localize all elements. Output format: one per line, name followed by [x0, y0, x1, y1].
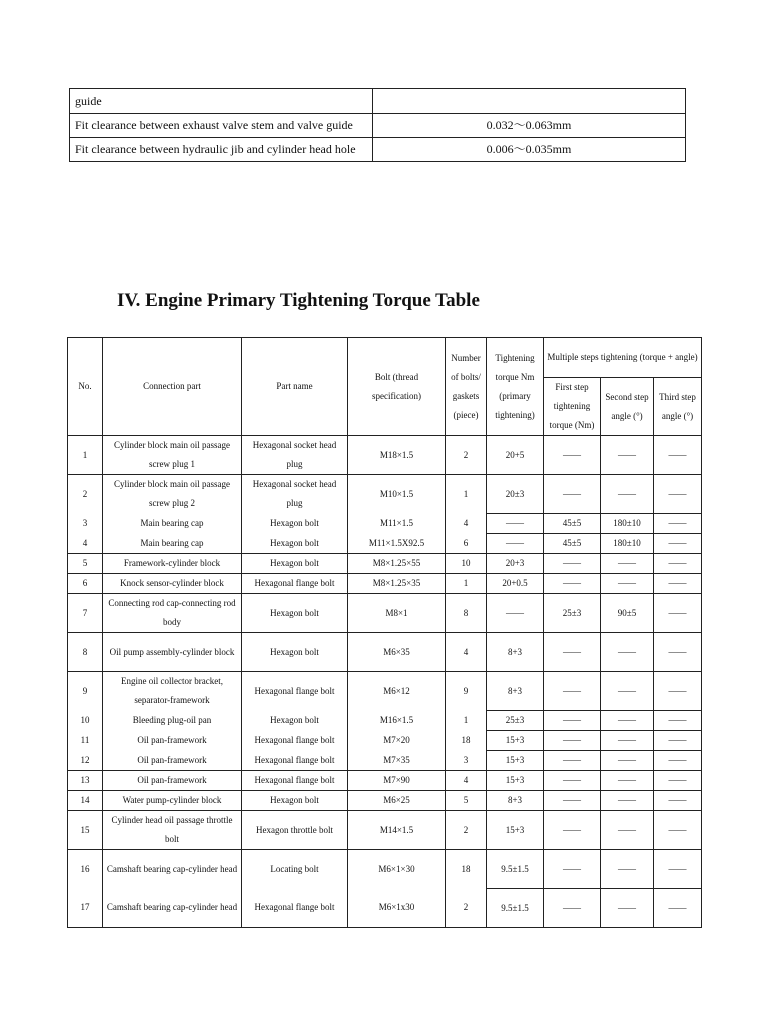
connection-part: Water pump-cylinder block	[103, 791, 242, 811]
bolt-spec: M8×1.25×35	[348, 574, 446, 594]
row-no: 10	[68, 711, 103, 731]
tightening-torque: ——	[487, 514, 544, 534]
clearance-value	[373, 89, 686, 114]
clearance-value: 0.032～0.063mm	[373, 114, 686, 138]
third-step: ——	[654, 594, 702, 633]
first-step: 45±5	[544, 514, 601, 534]
connection-part: Oil pan-framework	[103, 771, 242, 791]
first-step: ——	[544, 731, 601, 751]
connection-part: Camshaft bearing cap-cylinder head	[103, 889, 242, 928]
bolt-count: 8	[446, 594, 487, 633]
bolt-spec: M6×1×30	[348, 850, 446, 889]
part-name: Hexagonal socket head plug	[242, 475, 348, 514]
part-name: Hexagonal flange bolt	[242, 771, 348, 791]
table-row	[68, 811, 702, 850]
second-step: ——	[601, 889, 654, 928]
row-no: 1	[68, 436, 103, 475]
part-name: Hexagonal flange bolt	[242, 889, 348, 928]
third-step: ——	[654, 436, 702, 475]
first-step: 45±5	[544, 534, 601, 554]
tightening-torque: 9.5±1.5	[487, 850, 544, 889]
header-tightening-torque: Tightening torque Nm (primary tightening)	[487, 338, 544, 436]
bolt-count: 4	[446, 633, 487, 672]
bolt-count: 6	[446, 534, 487, 554]
header-multiple-steps: Multiple steps tightening (torque + angle)	[544, 338, 702, 378]
table-row	[68, 672, 702, 711]
tightening-torque: 20+5	[487, 436, 544, 475]
connection-part: Engine oil collector bracket, separator-framework	[103, 672, 242, 711]
third-step: ——	[654, 633, 702, 672]
table-row	[68, 850, 702, 889]
connection-part: Camshaft bearing cap-cylinder head	[103, 850, 242, 889]
table-row	[68, 751, 702, 771]
clearance-rows	[70, 89, 686, 162]
tightening-torque: 15+3	[487, 731, 544, 751]
second-step: 180±10	[601, 514, 654, 534]
third-step: ——	[654, 811, 702, 850]
connection-part: Main bearing cap	[103, 514, 242, 534]
part-name: Hexagon bolt	[242, 633, 348, 672]
first-step: ——	[544, 475, 601, 514]
header-part-name: Part name	[242, 338, 348, 436]
bolt-spec: M14×1.5	[348, 811, 446, 850]
bolt-count: 3	[446, 751, 487, 771]
table-row	[68, 731, 702, 751]
second-step: ——	[601, 850, 654, 889]
clearance-value: 0.006～0.035mm	[373, 138, 686, 162]
row-no: 6	[68, 574, 103, 594]
tightening-torque: 9.5±1.5	[487, 889, 544, 928]
connection-part: Connecting rod cap-connecting rod body	[103, 594, 242, 633]
table-row	[68, 436, 702, 475]
torque-table-body	[68, 436, 702, 928]
second-step: ——	[601, 751, 654, 771]
part-name: Hexagonal flange bolt	[242, 574, 348, 594]
section-heading: IV. Engine Primary Tightening Torque Table	[117, 290, 480, 311]
first-step: ——	[544, 711, 601, 731]
tightening-torque: 25±3	[487, 711, 544, 731]
second-step: ——	[601, 711, 654, 731]
clearance-table	[69, 88, 686, 162]
bolt-spec: M8×1	[348, 594, 446, 633]
bolt-spec: M16×1.5	[348, 711, 446, 731]
tightening-torque: 15+3	[487, 771, 544, 791]
part-name: Hexagon bolt	[242, 711, 348, 731]
second-step: ——	[601, 436, 654, 475]
third-step: ——	[654, 514, 702, 534]
torque-table	[67, 337, 702, 928]
torque-table-header	[68, 338, 702, 436]
bolt-spec: M6×25	[348, 791, 446, 811]
connection-part: Bleeding plug-oil pan	[103, 711, 242, 731]
connection-part: Oil pump assembly-cylinder block	[103, 633, 242, 672]
first-step: ——	[544, 554, 601, 574]
tightening-torque: 15+3	[487, 811, 544, 850]
part-name: Hexagonal flange bolt	[242, 672, 348, 711]
third-step: ——	[654, 771, 702, 791]
bolt-count: 18	[446, 850, 487, 889]
tightening-torque: 20+3	[487, 554, 544, 574]
bolt-spec: M6×35	[348, 633, 446, 672]
second-step: ——	[601, 672, 654, 711]
clearance-label: Fit clearance between exhaust valve stem and valve guide	[70, 114, 373, 138]
connection-part: Cylinder block main oil passage screw plug 1	[103, 436, 242, 475]
third-step: ——	[654, 672, 702, 711]
bolt-spec: M6×1x30	[348, 889, 446, 928]
connection-part: Oil pan-framework	[103, 731, 242, 751]
table-row	[68, 889, 702, 928]
part-name: Hexagon bolt	[242, 534, 348, 554]
third-step: ——	[654, 889, 702, 928]
header-connection-part: Connection part	[103, 338, 242, 436]
third-step: ——	[654, 574, 702, 594]
third-step: ——	[654, 475, 702, 514]
bolt-spec: M7×35	[348, 751, 446, 771]
second-step: 180±10	[601, 534, 654, 554]
clearance-label: Fit clearance between hydraulic jib and cylinder head hole	[70, 138, 373, 162]
table-row	[68, 475, 702, 514]
tightening-torque: ——	[487, 534, 544, 554]
third-step: ——	[654, 791, 702, 811]
table-row	[68, 771, 702, 791]
first-step: ——	[544, 574, 601, 594]
tightening-torque: 8+3	[487, 672, 544, 711]
row-no: 7	[68, 594, 103, 633]
third-step: ——	[654, 751, 702, 771]
second-step: ——	[601, 554, 654, 574]
table-row	[68, 791, 702, 811]
second-step: ——	[601, 633, 654, 672]
table-row	[68, 711, 702, 731]
first-step: ——	[544, 672, 601, 711]
clearance-row	[70, 89, 686, 114]
second-step: ——	[601, 771, 654, 791]
header-second-step: Second step angle (°)	[601, 378, 654, 436]
row-no: 17	[68, 889, 103, 928]
bolt-count: 5	[446, 791, 487, 811]
third-step: ——	[654, 711, 702, 731]
row-no: 13	[68, 771, 103, 791]
connection-part: Main bearing cap	[103, 534, 242, 554]
row-no: 5	[68, 554, 103, 574]
first-step: ——	[544, 889, 601, 928]
first-step: ——	[544, 811, 601, 850]
third-step: ——	[654, 731, 702, 751]
tightening-torque: 8+3	[487, 633, 544, 672]
clearance-row	[70, 138, 686, 162]
table-row	[68, 534, 702, 554]
first-step: 25±3	[544, 594, 601, 633]
first-step: ——	[544, 436, 601, 475]
part-name: Hexagon bolt	[242, 514, 348, 534]
connection-part: Cylinder head oil passage throttle bolt	[103, 811, 242, 850]
third-step: ——	[654, 554, 702, 574]
row-no: 15	[68, 811, 103, 850]
clearance-row	[70, 114, 686, 138]
bolt-count: 2	[446, 811, 487, 850]
connection-part: Framework-cylinder block	[103, 554, 242, 574]
part-name: Hexagon bolt	[242, 554, 348, 574]
bolt-count: 4	[446, 514, 487, 534]
bolt-count: 9	[446, 672, 487, 711]
header-first-step: First step tightening torque (Nm)	[544, 378, 601, 436]
part-name: Hexagonal flange bolt	[242, 731, 348, 751]
tightening-torque: ——	[487, 594, 544, 633]
table-row	[68, 633, 702, 672]
second-step: ——	[601, 574, 654, 594]
bolt-spec: M11×1.5X92.5	[348, 534, 446, 554]
third-step: ——	[654, 850, 702, 889]
bolt-count: 2	[446, 436, 487, 475]
first-step: ——	[544, 771, 601, 791]
header-bolt: Bolt (thread specification)	[348, 338, 446, 436]
bolt-count: 10	[446, 554, 487, 574]
row-no: 14	[68, 791, 103, 811]
part-name: Hexagonal flange bolt	[242, 751, 348, 771]
first-step: ——	[544, 850, 601, 889]
row-no: 2	[68, 475, 103, 514]
table-row	[68, 594, 702, 633]
header-number: Number of bolts/ gaskets (piece)	[446, 338, 487, 436]
third-step: ——	[654, 534, 702, 554]
table-row	[68, 514, 702, 534]
header-no: No.	[68, 338, 103, 436]
tightening-torque: 8+3	[487, 791, 544, 811]
second-step: ——	[601, 475, 654, 514]
second-step: 90±5	[601, 594, 654, 633]
bolt-spec: M7×90	[348, 771, 446, 791]
first-step: ——	[544, 751, 601, 771]
table-row	[68, 574, 702, 594]
bolt-count: 1	[446, 574, 487, 594]
part-name: Locating bolt	[242, 850, 348, 889]
second-step: ——	[601, 791, 654, 811]
bolt-spec: M6×12	[348, 672, 446, 711]
part-name: Hexagonal socket head plug	[242, 436, 348, 475]
bolt-spec: M18×1.5	[348, 436, 446, 475]
bolt-count: 1	[446, 475, 487, 514]
part-name: Hexagon bolt	[242, 791, 348, 811]
bolt-spec: M11×1.5	[348, 514, 446, 534]
row-no: 16	[68, 850, 103, 889]
second-step: ——	[601, 811, 654, 850]
bolt-count: 2	[446, 889, 487, 928]
connection-part: Cylinder block main oil passage screw plug 2	[103, 475, 242, 514]
row-no: 8	[68, 633, 103, 672]
part-name: Hexagon throttle bolt	[242, 811, 348, 850]
bolt-spec: M10×1.5	[348, 475, 446, 514]
header-third-step: Third step angle (°)	[654, 378, 702, 436]
row-no: 9	[68, 672, 103, 711]
tightening-torque: 15+3	[487, 751, 544, 771]
row-no: 12	[68, 751, 103, 771]
row-no: 11	[68, 731, 103, 751]
part-name: Hexagon bolt	[242, 594, 348, 633]
bolt-count: 18	[446, 731, 487, 751]
table-row	[68, 554, 702, 574]
tightening-torque: 20±3	[487, 475, 544, 514]
second-step: ——	[601, 731, 654, 751]
connection-part: Knock sensor-cylinder block	[103, 574, 242, 594]
first-step: ——	[544, 791, 601, 811]
connection-part: Oil pan-framework	[103, 751, 242, 771]
bolt-spec: M7×20	[348, 731, 446, 751]
bolt-count: 4	[446, 771, 487, 791]
bolt-count: 1	[446, 711, 487, 731]
clearance-label: guide	[70, 89, 373, 114]
row-no: 3	[68, 514, 103, 534]
row-no: 4	[68, 534, 103, 554]
first-step: ——	[544, 633, 601, 672]
bolt-spec: M8×1.25×55	[348, 554, 446, 574]
tightening-torque: 20+0.5	[487, 574, 544, 594]
